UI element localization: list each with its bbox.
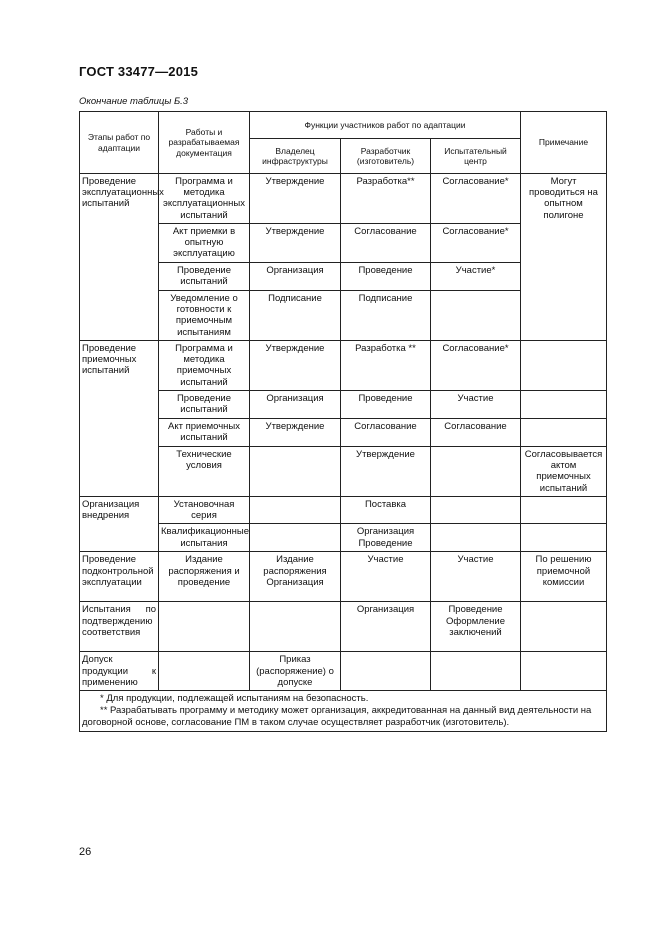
page-number: 26 <box>79 846 92 858</box>
developer-cell: Подписание <box>341 291 431 341</box>
footnotes-row <box>80 691 607 732</box>
header-works: Работы и разрабатываемая документация <box>159 112 250 174</box>
adaptation-table <box>79 111 607 732</box>
table-row <box>80 602 607 652</box>
developer-cell: Поставка <box>341 497 431 524</box>
stage-cell: Проведение подконтрольной эксплуатации <box>80 552 159 602</box>
table-caption: Окончание таблицы Б.3 <box>79 96 189 107</box>
owner-cell <box>250 524 341 552</box>
header-developer: Разработчик (изготовитель) <box>341 139 431 174</box>
work-cell <box>159 652 250 691</box>
note-cell: Могут проводиться на опытном полигоне <box>521 174 607 341</box>
testcenter-cell: Согласование <box>431 419 521 447</box>
owner-cell: Подписание <box>250 291 341 341</box>
testcenter-cell: Участие* <box>431 263 521 291</box>
stage-cell: Допуск продукции к применению <box>80 652 159 691</box>
work-cell: Акт приемки в опытную эксплуатацию <box>159 224 250 263</box>
note-cell <box>521 391 607 419</box>
developer-cell: Участие <box>341 552 431 602</box>
developer-cell: Организация Проведение <box>341 524 431 552</box>
note-cell <box>521 419 607 447</box>
stage-cell: Проведение эксплуатационных испытаний <box>80 174 159 341</box>
footnotes-cell <box>80 691 607 732</box>
note-cell <box>521 497 607 524</box>
work-cell: Проведение испытаний <box>159 263 250 291</box>
document-title: ГОСТ 33477—2015 <box>79 64 198 79</box>
owner-cell <box>250 602 341 652</box>
testcenter-cell <box>431 652 521 691</box>
owner-cell <box>250 447 341 497</box>
note-cell <box>521 524 607 552</box>
owner-cell: Организация <box>250 391 341 419</box>
developer-cell: Разработка** <box>341 174 431 224</box>
table-row <box>80 341 607 391</box>
stage-cell: Проведение приемочных испытаний <box>80 341 159 497</box>
testcenter-cell <box>431 447 521 497</box>
testcenter-cell: Участие <box>431 552 521 602</box>
developer-cell: Проведение <box>341 263 431 291</box>
developer-cell: Утверждение <box>341 447 431 497</box>
work-cell: Проведение испытаний <box>159 391 250 419</box>
work-cell: Технические условия <box>159 447 250 497</box>
stage-cell: Организация внедрения <box>80 497 159 552</box>
table-row <box>80 497 607 524</box>
developer-cell: Согласование <box>341 224 431 263</box>
testcenter-cell: Проведение Оформление заключений <box>431 602 521 652</box>
developer-cell: Организация <box>341 602 431 652</box>
work-cell: Установочная серия <box>159 497 250 524</box>
testcenter-cell: Согласование* <box>431 224 521 263</box>
header-functions: Функции участников работ по адаптации <box>250 112 521 139</box>
note-cell: По решению приемочной комиссии <box>521 552 607 602</box>
work-cell: Программа и методика приемочных испытаний <box>159 341 250 391</box>
developer-cell: Разработка ** <box>341 341 431 391</box>
stage-cell: Испытания по подтверждению соответствия <box>80 602 159 652</box>
testcenter-cell <box>431 497 521 524</box>
owner-cell: Утверждение <box>250 341 341 391</box>
table-row <box>80 391 607 419</box>
note-cell <box>521 652 607 691</box>
work-cell: Уведомление о готовности к приемочным испытаниям <box>159 291 250 341</box>
owner-cell: Утверждение <box>250 224 341 263</box>
owner-cell: Организация <box>250 263 341 291</box>
table-header-row <box>80 112 607 139</box>
header-note: Примечание <box>521 112 607 174</box>
work-cell: Квалификационные испытания <box>159 524 250 552</box>
table-row <box>80 447 607 497</box>
developer-cell: Согласование <box>341 419 431 447</box>
owner-cell <box>250 497 341 524</box>
header-testcenter: Испытательный центр <box>431 139 521 174</box>
work-cell: Программа и методика эксплуатационных испытаний <box>159 174 250 224</box>
owner-cell: Утверждение <box>250 419 341 447</box>
header-owner: Владелец инфраструктуры <box>250 139 341 174</box>
table-row <box>80 419 607 447</box>
footnote: ** Разрабатывать программу и методику может организация, аккредитованная на данный вид деятельности на договорной основе, согласование ПМ в таком случае осуществляет разработчик (изготовитель). <box>82 705 592 729</box>
testcenter-cell: Участие <box>431 391 521 419</box>
footnote: * Для продукции, подлежащей испытаниям на безопасность. <box>100 693 369 705</box>
table-row <box>80 652 607 691</box>
testcenter-cell: Согласование* <box>431 341 521 391</box>
work-cell: Акт приемочных испытаний <box>159 419 250 447</box>
testcenter-cell <box>431 524 521 552</box>
note-cell <box>521 341 607 391</box>
note-cell: Согласовывается актом приемочных испытаний <box>521 447 607 497</box>
table-row <box>80 174 607 224</box>
testcenter-cell: Согласование* <box>431 174 521 224</box>
header-stages: Этапы работ по адаптации <box>80 112 159 174</box>
table-row <box>80 524 607 552</box>
note-cell <box>521 602 607 652</box>
owner-cell: Издание распоряжения Организация <box>250 552 341 602</box>
developer-cell: Проведение <box>341 391 431 419</box>
work-cell <box>159 602 250 652</box>
testcenter-cell <box>431 291 521 341</box>
table-row <box>80 552 607 602</box>
work-cell: Издание распоряжения и проведение <box>159 552 250 602</box>
owner-cell: Утверждение <box>250 174 341 224</box>
owner-cell: Приказ (распоряжение) о допуске <box>250 652 341 691</box>
developer-cell <box>341 652 431 691</box>
